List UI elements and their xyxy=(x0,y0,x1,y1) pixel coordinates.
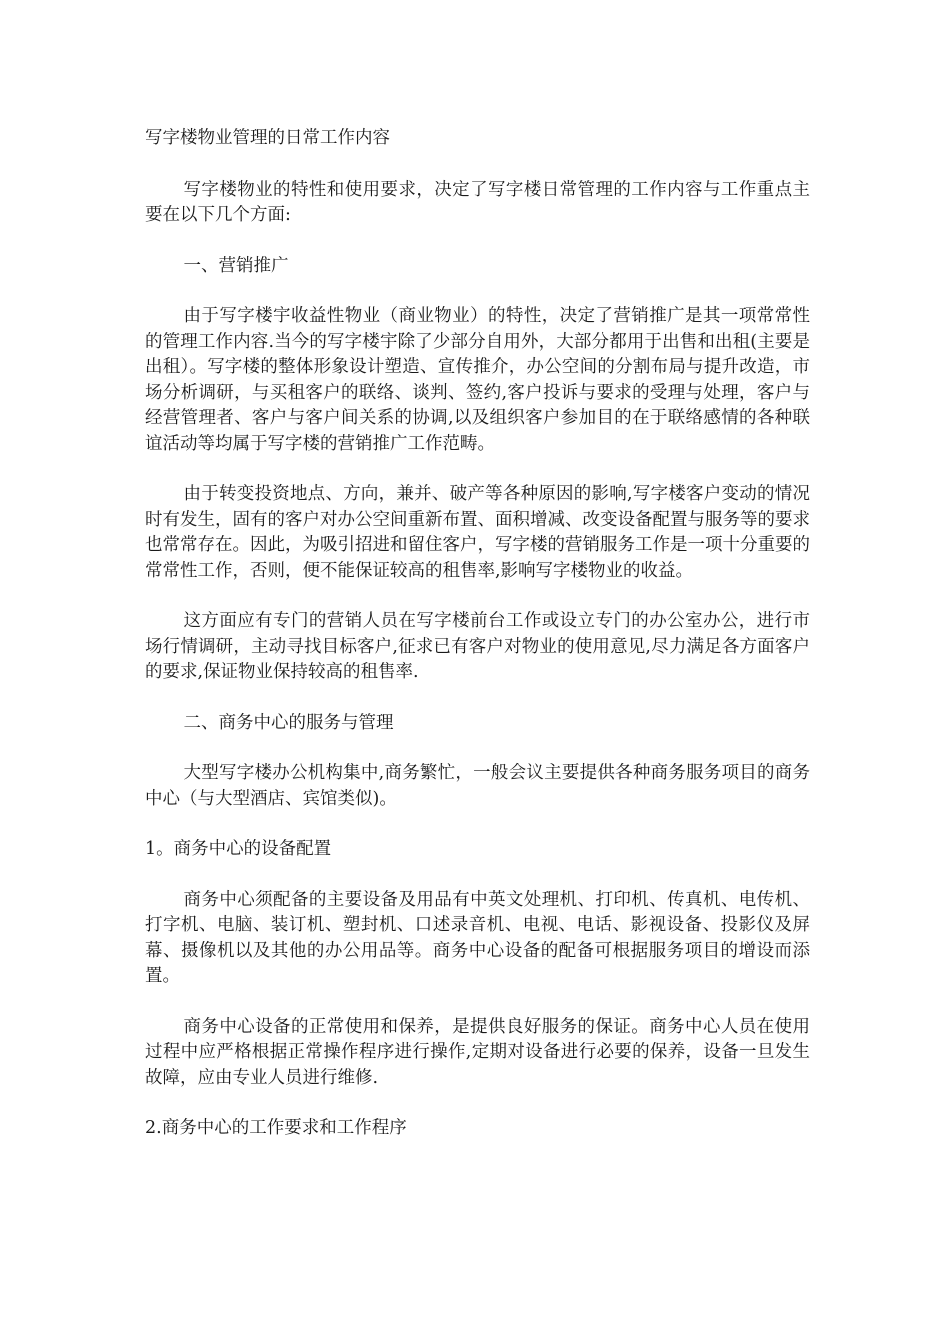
section-1-paragraph-2: 由于转变投资地点、方向，兼并、破产等各种原因的影响,写字楼客户变动的情况时有发生，固有的客户对办公空间重新布置、面积增减、改变设备配置与服务等的要求也常常存在。因此，为吸引招进和留住客户，写字楼的营销服务工作是一项十分重要的常常性工作，否则，便不能保证较高的租售率,影响写字楼物业的收益。 xyxy=(145,484,810,581)
section-1-heading: 一、营销推广 xyxy=(183,255,289,276)
intro-paragraph: 写字楼物业的特性和使用要求，决定了写字楼日常管理的工作内容与工作重点主要在以下几个方面: xyxy=(145,179,810,225)
subsection-1-paragraph-2: 商务中心设备的正常使用和保养，是提供良好服务的保证。商务中心人员在使用过程中应严格根据正常操作程序进行操作,定期对设备进行必要的保养，设备一旦发生故障，应由专业人员进行维修. xyxy=(145,1016,810,1088)
subsection-2-heading: 2.商务中心的工作要求和工作程序 xyxy=(145,1118,407,1138)
subsection-1-heading: 1。商务中心的设备配置 xyxy=(145,839,332,859)
section-2-intro: 大型写字楼办公机构集中,商务繁忙，一般会议主要提供各种商务服务项目的商务中心（与大型酒店、宾馆类似)。 xyxy=(145,763,810,809)
subsection-1-paragraph-1: 商务中心须配备的主要设备及用品有中英文处理机、打印机、传真机、电传机、打字机、电脑、装订机、塑封机、口述录音机、电视、电话、影视设备、投影仪及屏幕、摄像机以及其他的办公用品等。商务中心设备的配备可根据服务项目的增设而添置。 xyxy=(145,889,810,986)
section-1-paragraph-1: 由于写字楼宇收益性物业（商业物业）的特性，决定了营销推广是其一项常常性的管理工作内容.当今的写字楼宇除了少部分自用外，大部分都用于出售和出租(主要是出租）。写字楼的整体形象设计塑造、宣传推介，办公空间的分割布局与提升改造，市场分析调研，与买租客户的联络、谈判、签约,客户投诉与要求的受理与处理，客户与经营管理者、客户与客户间关系的协调,以及组织客户参加目的在于联络感情的各种联谊活动等均属于写字楼的营销推广工作范畴。 xyxy=(145,306,810,454)
section-1-paragraph-3: 这方面应有专门的营销人员在写字楼前台工作或设立专门的办公室办公，进行市场行情调研，主动寻找目标客户,征求已有客户对物业的使用意见,尽力满足各方面客户的要求,保证物业保持较高的租售率. xyxy=(145,611,810,682)
document-title: 写字楼物业管理的日常工作内容 xyxy=(145,128,390,148)
section-2-heading: 二、商务中心的服务与管理 xyxy=(183,712,394,733)
document-page xyxy=(145,126,810,1167)
